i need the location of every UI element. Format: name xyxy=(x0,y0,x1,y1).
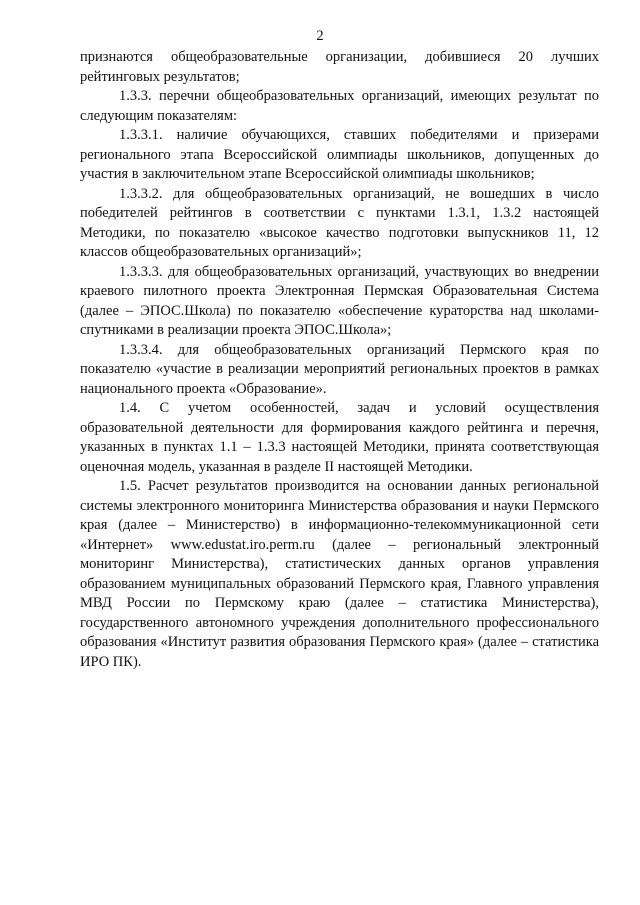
page-number: 2 xyxy=(316,28,324,44)
paragraph-1-3-3-3: 1.3.3.3. для общеобразовательных организаций, участвующих во внедрении краевого пилотного проекта Электронная Пермская Образовательная Система (далее – ЭПОС.Школа) по показателю «обеспечение кураторства над школами-спутниками в реализации проекта ЭПОС.Школа»; xyxy=(80,263,599,338)
paragraph-continuation: признаются общеобразовательные организации, добившиеся 20 лучших рейтинговых результатов; xyxy=(80,49,599,85)
paragraph-1-5: 1.5. Расчет результатов производится на основании данных региональной системы электронного мониторинга Министерства образования и науки Пермского края (далее – Министерство) в информационно-телекоммуникационной сети «Интернет» www.edustat.iro.perm.ru (далее – региональный электронный мониторинг Министерства), статистических данных органов управления образованием муниципальных образований Пермского края, Главного управления МВД России по Пермскому краю (далее – статистика Министерства), государственного автономного учреждения дополнительного профессионального образования «Институт развития образования Пермского края» (далее – статистика ИРО ПК). xyxy=(80,478,599,670)
paragraph-1-3-3-2: 1.3.3.2. для общеобразовательных организаций, не вошедших в число победителей рейтингов в соответствии с пунктами 1.3.1, 1.3.2 настоящей Методики, по показателю «высокое качество подготовки выпускников 11, 12 классов общеобразовательных организаций»; xyxy=(80,185,599,260)
paragraph-1-3-3-4: 1.3.3.4. для общеобразовательных организаций Пермского края по показателю «участие в реализации мероприятий региональных проектов в рамках национального проекта «Образование». xyxy=(80,341,599,397)
paragraph-1-3-3-1: 1.3.3.1. наличие обучающихся, ставших победителями и призерами регионального этапа Всероссийской олимпиады школьников, допущенных до участия в заключительном этапе Всероссийской олимпиады школьников; xyxy=(80,127,599,182)
paragraph-1-4: 1.4. С учетом особенностей, задач и условий осуществления образовательной деятельности для формирования каждого рейтинга и перечня, указанных в пунктах 1.1 – 1.3.3 настоящей Методики, принята соответствующая оценочная модель, указанная в разделе II настоящей Методики. xyxy=(80,400,599,475)
document-body xyxy=(80,48,599,672)
paragraph-1-3-3: 1.3.3. перечни общеобразовательных организаций, имеющих результат по следующим показателям: xyxy=(80,88,599,124)
